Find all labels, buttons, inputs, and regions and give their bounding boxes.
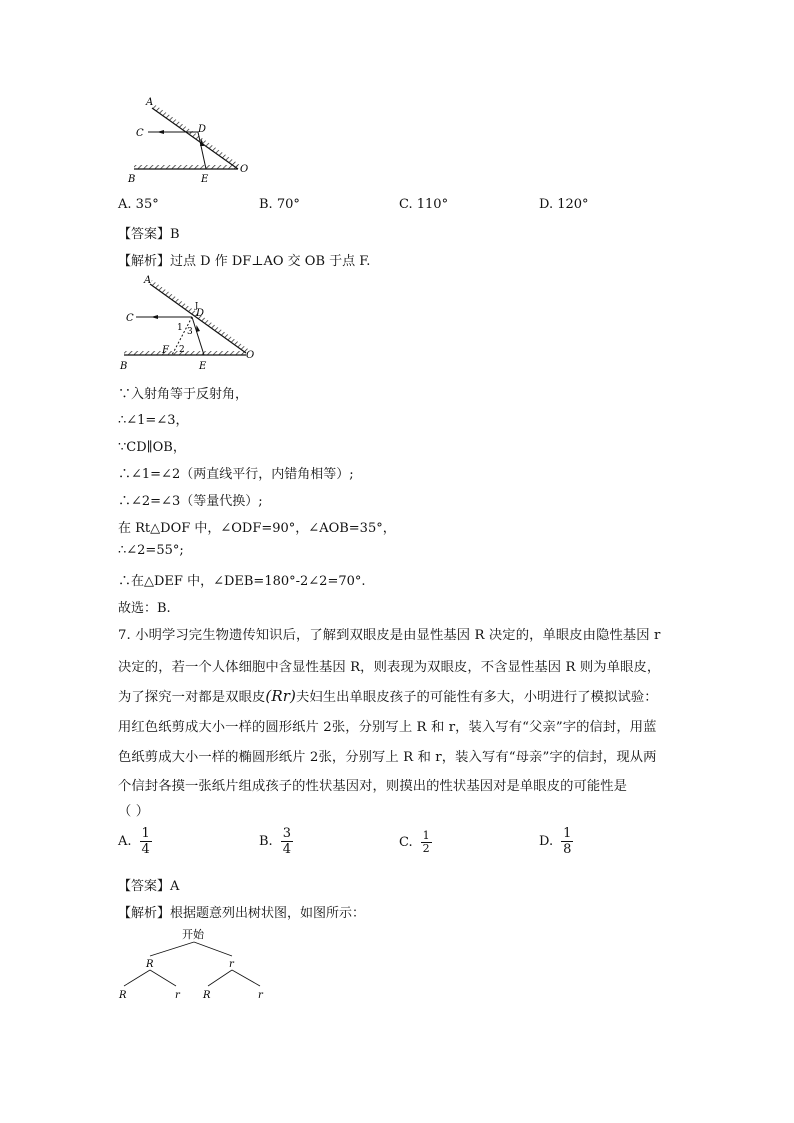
ray-ed <box>198 132 206 169</box>
label-e: E <box>201 174 209 185</box>
q6-option-c: C. 110° <box>399 197 449 212</box>
label-a: A <box>146 97 154 108</box>
svg-text:C: C <box>126 313 134 324</box>
svg-text:E: E <box>199 361 207 372</box>
tree-l2-4: r <box>258 990 263 1001</box>
q7-option-c: C. $\frac{1}{2}$ <box>399 829 430 855</box>
q6-step-3: ∵CD∥OB， <box>118 440 186 455</box>
svg-text:J: J <box>195 301 199 310</box>
fraction: $\frac{1}{4}$ <box>141 826 150 857</box>
label-b: B <box>128 174 136 185</box>
q7-line-5: 色纸剪成大小一样的椭圆形纸片 2张，分别写上 R 和 r，装入写有“母亲”字的信封，现从两 <box>118 750 657 765</box>
q6-step-7: ∴∠2=55°; <box>118 543 184 558</box>
label-c: C <box>136 128 144 139</box>
svg-text:B: B <box>120 361 128 372</box>
q7-answer: 【答案】A <box>118 879 180 894</box>
svg-text:D: D <box>196 308 205 319</box>
tree-l2-3: R <box>203 990 211 1001</box>
svg-text:O: O <box>246 350 255 361</box>
fraction: $\frac{1}{2}$ <box>422 829 430 855</box>
tree-diagram <box>110 922 280 1006</box>
label-o: O <box>240 164 249 175</box>
tree-l1-r-lower: r <box>229 959 234 970</box>
figure-1-reflection-diagram <box>118 92 258 188</box>
q7-line-6: 个信封各摸一张纸片组成孩子的性状基因对，则摸出的性状基因对是单眼皮的可能性是 <box>118 779 628 794</box>
q6-option-b: B. 70° <box>259 197 300 212</box>
svg-text:3: 3 <box>187 327 193 337</box>
q7-line-2: 决定的，若一个人体细胞中含显性基因 R，则表现为双眼皮，不含显性基因 R 则为单眼皮， <box>118 660 661 675</box>
tree-l2-1: R <box>119 990 127 1001</box>
q6-option-a: A. 35° <box>118 197 159 212</box>
figure-2-reflection-diagram <box>118 274 258 374</box>
q7-line-3: 为了探究一对都是双眼皮(Rr)夫妇生出单眼皮孩子的可能性有多大，小明进行了模拟试验： <box>118 687 658 705</box>
q7-inline-math: (Rr) <box>265 687 296 705</box>
svg-text:2: 2 <box>179 345 185 355</box>
tree-l2-2: r <box>175 990 180 1001</box>
q6-option-d: D. 120° <box>539 197 589 212</box>
q6-step-2: ∴∠1=∠3， <box>118 413 189 428</box>
tree-root: 开始 <box>182 928 204 941</box>
q6-step-4: ∴∠1=∠2（两直线平行，内错角相等）; <box>118 467 354 482</box>
q6-step-5: ∴∠2=∠3（等量代换）; <box>118 494 263 509</box>
svg-text:F: F <box>162 345 169 356</box>
q7-analysis-intro: 【解析】根据题意列出树状图，如图所示： <box>118 906 366 921</box>
q6-step-6: 在 Rt△DOF 中，∠ODF=90°，∠AOB=35°， <box>118 521 396 536</box>
q7-line-7: （ ） <box>118 804 150 819</box>
q7-line-4: 用红色纸剪成大小一样的圆形纸片 2张，分别写上 R 和 r，装入写有“父亲”字的信封，用蓝 <box>118 720 657 735</box>
svg-text:A: A <box>144 275 152 286</box>
fraction: $\frac{3}{4}$ <box>282 826 291 857</box>
q6-step-1: ∵入射角等于反射角， <box>118 387 249 402</box>
q6-answer: 【答案】B <box>118 227 180 242</box>
svg-text:1: 1 <box>177 323 183 333</box>
q6-step-8: ∴在△DEF 中，∠DEB=180°-2∠2=70°. <box>118 574 366 589</box>
q7-option-a: A. $\frac{1}{4}$ <box>118 826 150 857</box>
label-d: D <box>198 124 207 135</box>
tree-l1-r-upper: R <box>146 959 154 970</box>
q7-option-b: B. $\frac{3}{4}$ <box>259 826 291 857</box>
q7-option-d: D. $\frac{1}{8}$ <box>539 826 572 857</box>
q6-step-9: 故选：B. <box>118 601 171 616</box>
q7-line-1: 7. 小明学习完生物遗传知识后，了解到双眼皮是由显性基因 R 决定的，单眼皮由隐性基因 r <box>118 628 661 643</box>
fraction: $\frac{1}{8}$ <box>563 826 572 857</box>
q6-analysis-intro: 【解析】过点 D 作 DF⊥AO 交 OB 于点 F. <box>118 254 371 269</box>
